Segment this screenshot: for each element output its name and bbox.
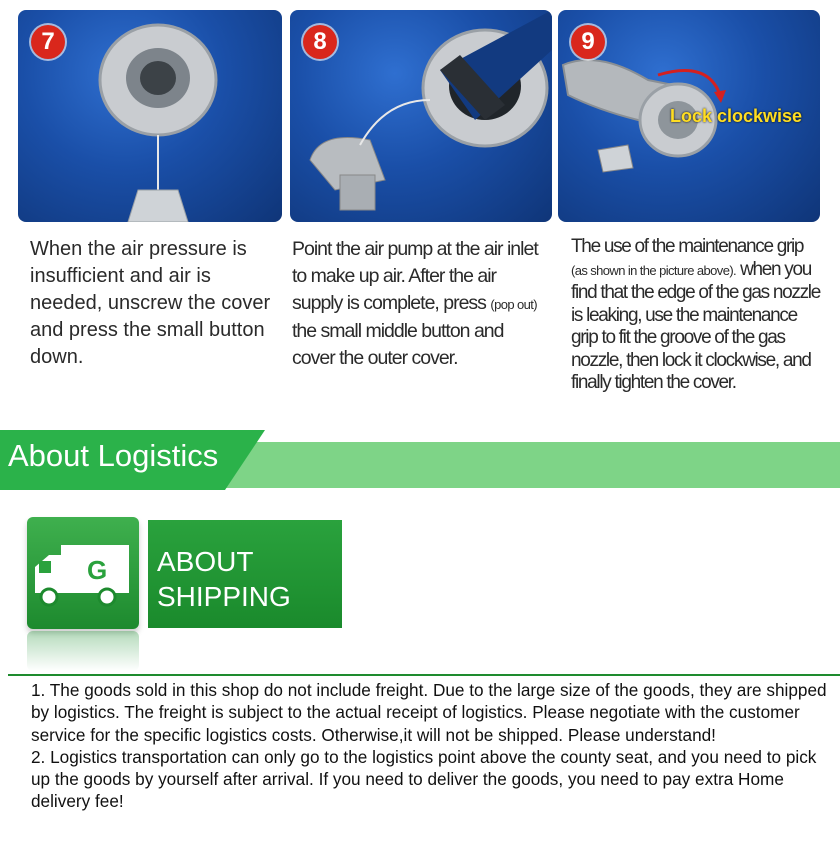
badge-line-1: ABOUT	[157, 546, 254, 577]
step-9-photo	[558, 10, 820, 222]
step-9-caption-note: (as shown in the picture above).	[571, 262, 737, 278]
step-8-caption-text-end: the small middle button and cover the outer cover.	[292, 320, 504, 369]
shipping-note-2: 2. Logistics transportation can only go to the logistics point above the county seat, and you need to pick up the goods by yourself after arrival. If you need to deliver the goods, you need to pay extra Home delivery fee!	[31, 746, 817, 812]
shipping-note-1: 1. The goods sold in this shop do not include freight. Due to the large size of the goods, they are shipped by logistics. The freight is subject to the actual receipt of logistics. Please negotiate with the customer service for the specific logistics costs. Otherwise,it will not be shipped. Please understand!	[31, 680, 827, 745]
delivery-truck-logo	[27, 517, 139, 629]
step-7-number: 7	[31, 25, 65, 59]
step-9-caption-text-end: when you find that the edge of the gas nozzle is leaking, use the maintenance grip to fit the groove of the gas nozzle, then lock it clockwise, and finally tighten the cover.	[571, 258, 820, 393]
truck-icon	[27, 517, 139, 629]
logo-reflection	[27, 631, 139, 671]
svg-text:G: G	[87, 555, 108, 585]
divider	[8, 674, 840, 676]
step-7-photo	[18, 10, 282, 222]
step-8-caption-note: (pop out)	[490, 297, 537, 312]
shipping-notes	[31, 679, 831, 813]
step-8-caption-text: Point the air pump at the air inlet to make up air. After the air supply is complete, press	[292, 238, 538, 314]
step-8-caption	[292, 236, 550, 372]
step-8-photo	[290, 10, 552, 222]
step-9-caption	[571, 236, 823, 395]
lock-clockwise-label: Lock clockwise	[670, 106, 803, 126]
step-8-number: 8	[303, 25, 337, 59]
step-7-caption: When the air pressure is insufficient and air is needed, unscrew the cover and press the small button down.	[30, 238, 271, 368]
step-9-number: 9	[571, 25, 605, 59]
badge-line-2: SHIPPING	[157, 581, 291, 612]
step-9-caption-text: The use of the maintenance grip	[571, 236, 804, 257]
section-title: About Logistics	[8, 438, 219, 473]
